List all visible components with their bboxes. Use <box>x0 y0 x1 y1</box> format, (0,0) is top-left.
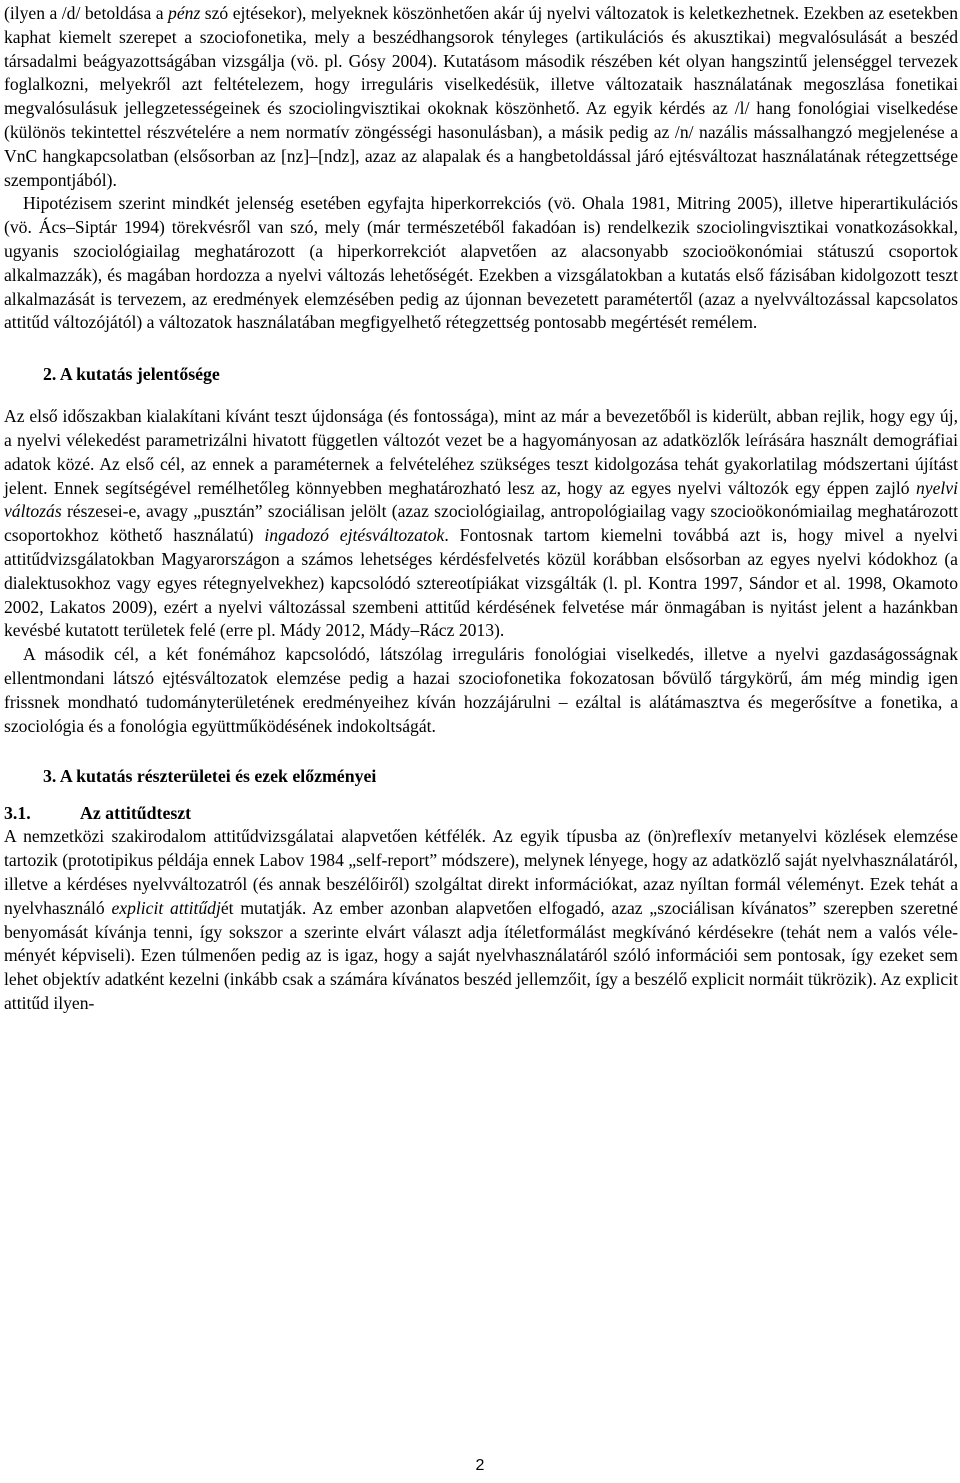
section-title: Az attitűdteszt <box>80 803 192 824</box>
section-number: 3.1. <box>4 803 31 824</box>
paragraph-intro <box>4 2 958 192</box>
paragraph-hypothesis: Hipotézisem szerint mindkét jelenség esetében egyfajta hiperkorrekciós (vö. Ohala 1981, Mitring 2005), illetve hiperartikulációs (vö. Ács–Siptár 1994) törekvésről van szó, mely (már természetéből fakadóan is) rendelkezik szociolingvisztikai vonatkozásokkal, ugyanis szociológiailag meghatározott (a hiperkorrekciót alapvetően az alacsonyabb szocioökonómiai státuszú csoportok alkalmazzák), és magában hordozza a nyelvi változás lehetőségét. Ezekben a vizsgálatokban a kutatás első fázisában kidolgozott teszt alkalmazását is tervezem, az eredmények elemzésében pedig az újonnan bevezetett paramétertől (azaz a nyelvváltozással kapcsolatos attitűd változójától) a változatok használatában megfigyelhető rétegzettség pontosabb megértését remélem. <box>4 193 958 333</box>
italic-term: explicit attitűdj <box>111 897 221 918</box>
text-run: Az egyik kérdés az /l/ hang fonológiai viselkedése (különös tekintettel részvételére a nem normatív zöngésségi hasonulásban), a másik pedig az /n/ nazális mássalhangzó megjelenése a VnC hangkapcsolatban (elsősorban az [nz]–[ndz], azaz az alapalak és a hangbetoldással járó ejtésváltozat használatának rétegzettsége szempontjából). <box>4 98 958 190</box>
italic-term: ingadozó ejtésváltozatok <box>264 525 445 546</box>
subsection-heading-3-1 <box>4 801 958 825</box>
section-heading-2 <box>4 362 958 386</box>
text-run: Kutatásom második részében két olyan hangszintű jelenséggel tervezek foglalkozni, melyekről azt feltételezem, hogy irreguláris viselkedésük, illetve változataik használatának megoszlása fonetikai megvalósulásuk jellegzetességeinek és szociolingvisztikai okoknak köszönhető. <box>4 50 958 119</box>
text-run: szó ejtésekor), melyeknek köszönhetően akár új nyelvi változatok is keletkezhetnek. Ezekben az esetekben kaphat kiemelt szerepet a szociofonetika, mely a beszédhangsorok tényleges (artikulációs és akusztikai) megvalósulását a beszéd társadalmi beágyazottságában vizsgálja (vö. pl. Gósy 2004). <box>4 3 958 71</box>
text-run: Az első időszakban kialakítani kívánt teszt újdonsága (és fontossága), mint az már a bevezetőből is kiderült, abban rejlik, hogy egy új, a nyelvi vélekedést parametrizálni hivatott független változót vezet be a hagyományosan az adatközlők leírására használt demográfiai adatok közé. Az első cél, az ennek a paraméternek a felvételéhez szükséges teszt kidolgozása tehát gyakorlatilag módszertani újítást jelent. Ennek segítségével remélhetőleg könnyebben meghatározható lesz az, hogy az egyes nyelvi változók egy éppen zajló <box>4 406 958 498</box>
text-run: . Fontosnak tartom kiemelni továbbá azt is, hogy mivel a nyelvi attitűdvizsgálatokban Magyarországon a számos lehetséges kérdésfelvetés közül korábban elsősorban az egyes nyelvi kódokhoz (a dialektusokhoz vagy egyes rétegnyelvekhez) kapcsolódó sztereotípiákat vizsgálták (l. pl. Kontra 1997, Sándor et al. 1998, Okamoto 2002, Lakatos 2009), ezért a nyelvi változással szembeni attitűd kérdésének felvetése már önmagában is nyitást jelent a hazánkban kevésbé kutatott területek felé (erre pl. Mády 2012, Mády–Rácz 2013). <box>4 525 958 641</box>
text-run: részesei-e, avagy „pusztán” szociálisan jelölt (azaz szociológiailag, antropológiailag vagy szocioökonómiailag meghatározott csoportokhoz köthető használatú) <box>4 501 958 546</box>
text-run: (ilyen a /d/ betoldása a <box>4 3 169 23</box>
page-number: 2 <box>475 1457 485 1474</box>
section-number: 2. <box>43 364 57 385</box>
italic-term: pénz <box>168 3 201 23</box>
section-number: 3. <box>43 766 57 787</box>
section-title: A kutatás jelentősége <box>59 364 220 385</box>
italic-term: nyelvi változás <box>4 477 958 522</box>
text-run: ét mutatják. Az ember azonban alapvetően elfogadó, azaz „szociálisan kívánatos” szerepben szeretné benyomását kívánja tenni, így sokszor a szerinte elvárt választ adja ítéletformálást megkívánó kérdésekre (tehát nem a valós véleményét képviseli). Ezen túlmenően pedig az is igaz, hogy a saját nyelvhasználatáról szóló információi sem pontosak, így ezeket sem lehet objektív adatként kezelni (inkább csak a számára kívánatos beszéd jellemzőit, így a beszélő explicit normáit tükrözik). Az explicit attitűd ilyen- <box>4 897 958 1013</box>
paragraph-significance <box>4 405 958 643</box>
section-heading-3 <box>4 764 958 788</box>
paragraph-attitude <box>4 825 958 1015</box>
section-title: A kutatás részterületei és ezek előzményei <box>59 766 377 787</box>
text-run: A nemzetközi szakirodalom attitűdvizsgálatai alapvetően kétfélék. Az egyik típusba az (ön)reflexív metanyelvi közlések elemzése tartozik (prototipikus példája ennek Labov 1984 „self-report” módszere), melynek lényege, hogy az adatközlő saját nyelvhasználatáról, illetve a kérdéses nyelvváltozatról (és annak beszélőiről) szolgáltat direkt információkat, azaz nyíltan formál véleményt. Ezek tehát a nyelvhasználó <box>4 826 958 918</box>
paragraph-second-goal: A második cél, a két fonémához kapcsolódó, látszólag irreguláris fonológiai viselkedés, illetve a nyelvi gazdaságosságnak ellentmondani látszó ejtésváltozatok elemzése pedig a hazai szociofonetika fokozatosan bővülő tárgykörű, ám még mindig igen frissnek mondható tudományterületének eredményeihez kíván hozzájárulni – ezáltal is alátámasztva és megerősítve a fonetika, a szociológia és a fonológia együttműködésének indokoltságát. <box>4 644 958 736</box>
